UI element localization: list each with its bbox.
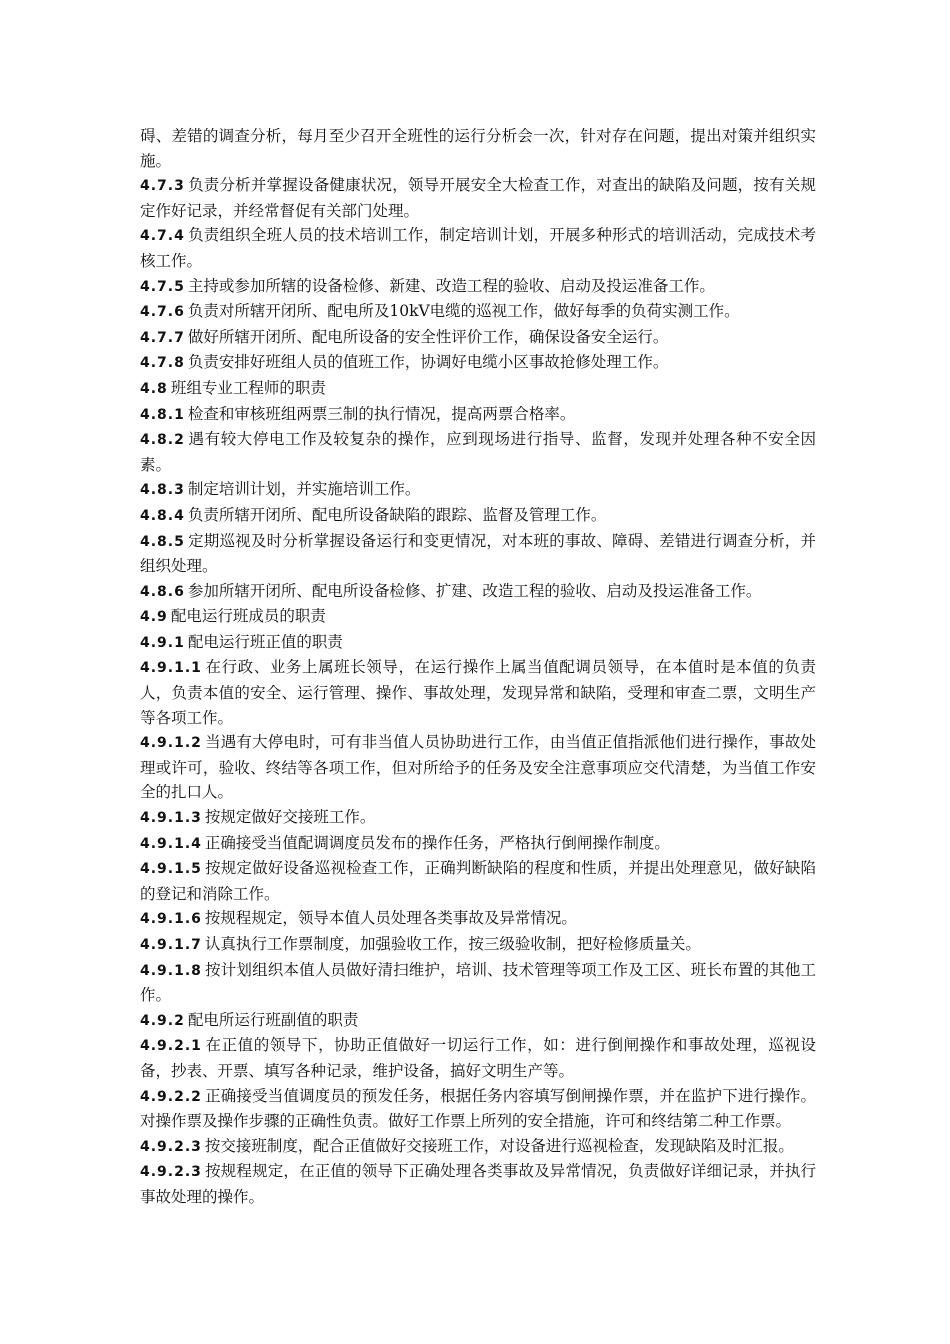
section-number: 4.9.1.6 [140,911,202,928]
paragraph [140,1134,816,1160]
section-number: 4.7.7 [140,329,185,346]
paragraph-text: 主持或参加所辖的设备检修、新建、改造工程的验收、启动及投运准备工作。 [187,276,715,295]
paragraph-text: 碍、差错的调查分析，每月至少召开全班性的运行分析会一次，针对存在问题，提出对策并组织实施。 [140,127,816,170]
paragraph-text: 按规定做好设备巡视检查工作，正确判断缺陷的程度和性质，并提出处理意见，做好缺陷的登记和消除工作。 [140,859,816,903]
paragraph-text: 负责安排好班组人员的值班工作，协调好电缆小区事故抢修处理工作。 [187,353,669,372]
paragraph-text: 配电运行班成员的职责 [170,607,326,626]
paragraph [140,604,816,630]
paragraph [140,630,816,656]
paragraph-text: 认真执行工作票制度，加强验收工作，按三级验收制，把好检修质量关。 [204,935,701,953]
paragraph [140,350,816,376]
section-number: 4.9.1.3 [140,810,202,827]
paragraph-text: 负责组织全班人员的技术培训工作，制定培训计划，开展多种形式的培训活动，完成技术考核工作。 [140,226,816,270]
section-number: 4.8.5 [140,533,185,550]
paragraph [140,477,816,503]
paragraph-text: 正确接受当值调度员的预发任务，根据任务内容填写倒闸操作票，并在监护下进行操作。对操作票及操作步骤的正确性负责。做好工作票上所列的安全措施，许可和终结第二种工作票。 [140,1086,816,1131]
paragraph-text: 负责所辖开闭所、配电所设备缺陷的跟踪、监督及管理工作。 [187,505,607,524]
paragraph [140,325,816,351]
paragraph [140,223,816,273]
section-number: 4.9.1.2 [140,735,202,752]
section-number: 4.8 [140,380,168,397]
paragraph [140,427,816,477]
section-number: 4.7.6 [140,304,185,321]
section-number: 4.9.2.3 [140,1138,202,1155]
section-number: 4.8.2 [140,432,185,449]
section-number: 4.7.5 [140,278,185,295]
paragraph [140,805,816,831]
document-body [140,124,816,1210]
section-number: 4.7.4 [140,228,185,245]
section-number: 4.9.1.8 [140,962,202,979]
paragraph-text: 参加所辖开闭所、配电所设备检修、扩建、改造工程的验收、启动及投运准备工作。 [187,581,762,600]
paragraph-text: 负责分析并掌握设备健康状况，领导开展安全大检查工作，对查出的缺陷及问题，按有关规定作好记录，并经常督促有关部门处理。 [140,176,816,220]
paragraph [140,958,816,1008]
section-number: 4.7.8 [140,355,185,372]
paragraph [140,1084,816,1134]
paragraph [140,579,816,605]
paragraph [140,503,816,529]
section-number: 4.8.1 [140,406,185,423]
paragraph [140,906,816,932]
paragraph [140,529,816,579]
paragraph-text: 按交接班制度，配合正值做好交接班工作，对设备进行巡视检查，发现缺陷及时汇报。 [204,1136,794,1155]
section-number: 4.9.1.1 [140,660,202,677]
paragraph [140,402,816,428]
paragraph-text: 当遇有大停电时，可有非当值人员协助进行工作，由当值正值指派他们进行操作，事故处理或许可，验收、终结等各项工作，但对所给予的任务及安全注意事项应交代清楚，为当值工作安全的扎口人。 [140,733,816,802]
paragraph [140,274,816,300]
paragraph [140,856,816,906]
paragraph-text: 在正值的领导下，协助正值做好一切运行工作，如：进行倒闸操作和事故处理，巡视设备，抄表、开票、填写各种记录，维护设备，搞好文明生产等。 [140,1036,816,1080]
paragraph [140,730,816,805]
paragraph-text: 配电所运行班副值的职责 [187,1010,359,1029]
paragraph-text: 负责对所辖开闭所、配电所及10kV电缆的巡视工作，做好每季的负荷实测工作。 [187,302,740,321]
paragraph-text: 按规程规定，领导本值人员处理各类事故及异常情况。 [204,909,577,928]
paragraph-text: 定期巡视及时分析掌握设备运行和变更情况，对本班的事故、障碍、差错进行调查分析，并组织处理。 [140,531,816,576]
paragraph [140,299,816,325]
paragraph-text: 在行政、业务上属班长领导，在运行操作上属当值配调员领导，在本值时是本值的负责人，负责本值的安全、运行管理、操作、事故处理，发现异常和缺陷，受理和审查二票，文明生产等各项工作。 [140,658,816,727]
section-number: 4.9.1.7 [140,937,202,953]
section-number: 4.7.3 [140,178,185,195]
paragraph [140,831,816,857]
paragraph-text: 遇有较大停电工作及较复杂的操作，应到现场进行指导、监督，发现并处理各种不安全因素。 [140,430,816,474]
section-number: 4.9.1 [140,634,185,651]
section-number: 4.9.2.1 [140,1038,202,1055]
section-number: 4.9.1.4 [140,835,202,852]
paragraph-text: 按规定做好交接班工作。 [204,808,376,827]
paragraph-text: 正确接受当值配调调度员发布的操作任务，严格执行倒闸操作制度。 [204,833,670,852]
paragraph [140,173,816,223]
section-number: 4.9.2.2 [140,1088,202,1105]
paragraph-text: 做好所辖开闭所、配电所设备的安全性评价工作，确保设备安全运行。 [187,327,669,346]
paragraph-text: 制定培训计划，并实施培训工作。 [187,480,421,499]
paragraph-text: 按规程规定，在正值的领导下正确处理各类事故及异常情况，负责做好详细记录，并执行事故处理的操作。 [140,1162,816,1206]
paragraph [140,655,816,730]
section-number: 4.8.3 [140,482,185,499]
paragraph-text: 配电运行班正值的职责 [187,632,343,651]
paragraph [140,1033,816,1083]
paragraph-text: 检查和审核班组两票三制的执行情况，提高两票合格率。 [187,404,576,423]
paragraph [140,376,816,402]
section-number: 4.9.2 [140,1012,185,1029]
section-number: 4.9 [140,609,168,626]
section-number: 4.8.6 [140,583,185,600]
paragraph [140,1159,816,1209]
paragraph [140,932,816,958]
paragraph [140,124,816,173]
paragraph [140,1008,816,1034]
paragraph-text: 班组专业工程师的职责 [170,378,326,397]
paragraph-text: 按计划组织本值人员做好清扫维护，培训、技术管理等项工作及工区、班长布置的其他工作。 [140,960,816,1005]
section-number: 4.9.1.5 [140,861,202,878]
section-number: 4.9.2.3 [140,1164,202,1181]
section-number: 4.8.4 [140,507,185,524]
